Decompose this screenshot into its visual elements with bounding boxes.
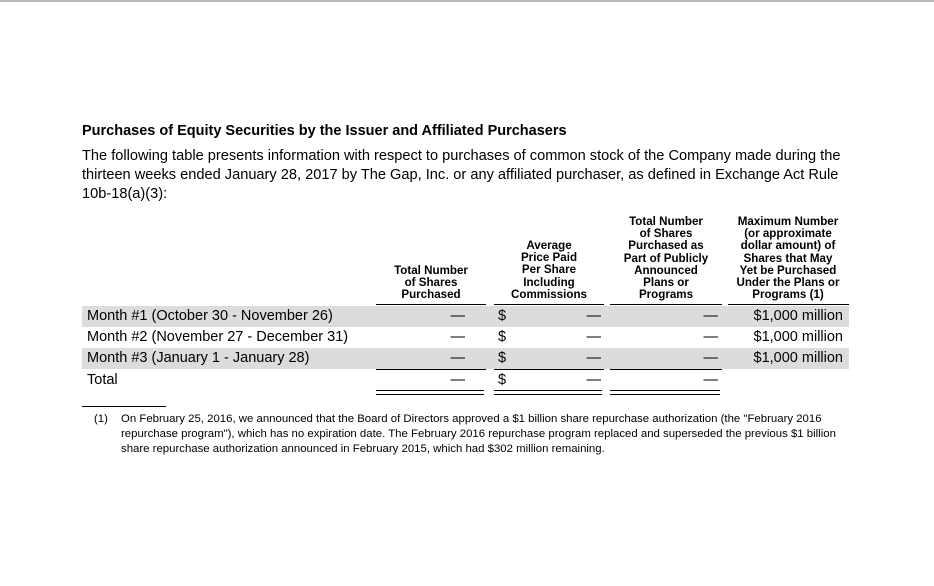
row-label: Month #2 (November 27 - December 31): [87, 329, 349, 345]
header-rule: [728, 304, 849, 305]
price-value: —: [586, 372, 601, 388]
currency-sign: $: [498, 350, 507, 366]
header-rule: [610, 304, 722, 305]
table-row-total: [82, 370, 849, 391]
header-max-remaining: Maximum Number (or approximate dollar amount) of Shares that May Yet be Purchased Under the Plans or Programs (1): [736, 215, 840, 302]
plan-shares-value: —: [703, 372, 718, 388]
price-value: —: [586, 308, 601, 324]
footnote-marker: (1): [94, 413, 108, 425]
header-average-price: Average Price Paid Per Share Including Commissions: [510, 239, 588, 301]
total-double-rule: [610, 390, 720, 395]
max-value: $1,000 million: [753, 350, 843, 366]
shares-value: —: [450, 308, 465, 324]
plan-shares-value: —: [703, 350, 718, 366]
total-double-rule: [494, 390, 602, 395]
plan-shares-value: —: [703, 308, 718, 324]
currency-sign: $: [498, 329, 507, 345]
table-row: [82, 306, 849, 327]
shares-value: —: [450, 329, 465, 345]
shares-value: —: [450, 372, 465, 388]
header-plan-shares: Total Number of Shares Purchased as Part of Publicly Announced Plans or Programs: [623, 215, 709, 302]
plan-shares-value: —: [703, 329, 718, 345]
footnote-separator: [82, 406, 166, 407]
table-row: [82, 348, 849, 369]
max-value: $1,000 million: [753, 308, 843, 324]
row-label: Month #3 (January 1 - January 28): [87, 350, 310, 366]
footnote-text: On February 25, 2016, we announced that the Board of Directors approved a $1 billion share repurchase authorization (the "February 2016 repurchase program"), which has no expiration date. The February 2016 repurchase program replaced and superseded the previous $1 billion share repurchase authorization announced in February 2015, which had $302 million remaining.: [121, 413, 836, 455]
header-rule: [494, 304, 604, 305]
header-rule: [376, 304, 486, 305]
max-value: $1,000 million: [753, 329, 843, 345]
currency-sign: $: [498, 372, 507, 388]
header-total-shares: Total Number of Shares Purchased: [394, 264, 468, 302]
row-label: Total: [87, 372, 118, 388]
top-border: [0, 0, 934, 2]
section-title: Purchases of Equity Securities by the Issuer and Affiliated Purchasers: [82, 123, 567, 139]
table-row: [82, 327, 849, 348]
total-double-rule: [376, 390, 484, 395]
intro-paragraph: The following table presents information with respect to purchases of common stock of the Company made during the thirteen weeks ended January 28, 2017 by The Gap, Inc. or any affiliated purchaser, as defined in Exchange Act Rule 10b-18(a)(3):: [82, 148, 841, 202]
row-label: Month #1 (October 30 - November 26): [87, 308, 333, 324]
shares-value: —: [450, 350, 465, 366]
price-value: —: [586, 329, 601, 345]
price-value: —: [586, 350, 601, 366]
currency-sign: $: [498, 308, 507, 324]
